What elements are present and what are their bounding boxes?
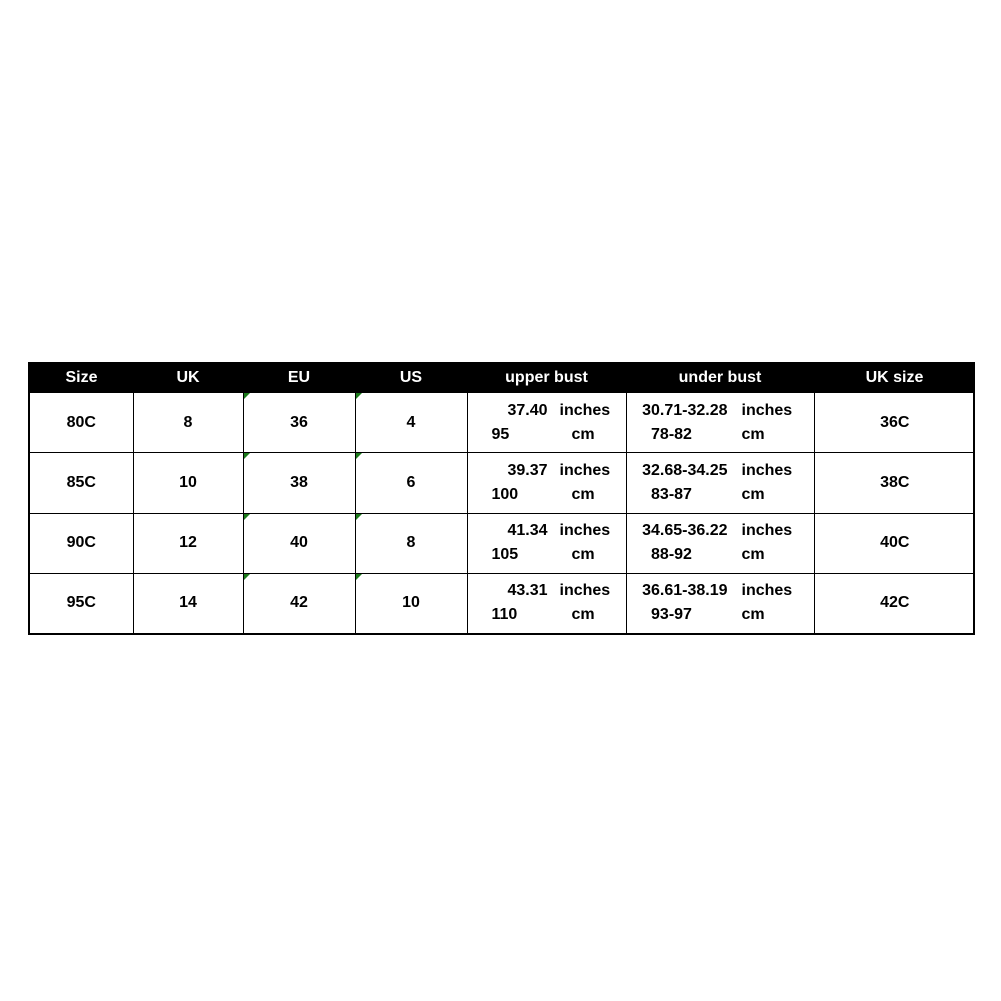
table-row — [30, 393, 975, 453]
under-bust-cm-unit: cm — [741, 425, 765, 443]
under-bust-cm-unit: cm — [741, 546, 765, 564]
header-size: Size — [30, 364, 133, 393]
under-bust-inches: 32.68-34.25 — [642, 461, 728, 479]
upper-bust-inches-unit: inches — [559, 582, 611, 600]
cell-us: 6 — [355, 453, 467, 513]
upper-bust-inches: 39.37 — [507, 461, 548, 479]
table-header-row — [30, 364, 975, 393]
cell-uk: 8 — [133, 393, 243, 453]
upper-bust-inches-unit: inches — [559, 522, 611, 540]
table-row — [30, 573, 975, 633]
header-under-bust: under bust — [626, 364, 814, 393]
cell-eu: 40 — [243, 513, 355, 573]
header-uk-size: UK size — [814, 364, 975, 393]
upper-bust-inches-unit: inches — [559, 401, 611, 419]
header-eu: EU — [243, 364, 355, 393]
table-row — [30, 453, 975, 513]
cell-upper-bust — [467, 453, 626, 513]
cell-under-bust — [626, 393, 814, 453]
under-bust-inches-unit: inches — [741, 461, 793, 479]
upper-bust-inches-unit: inches — [559, 461, 611, 479]
under-bust-cm-unit: cm — [741, 606, 765, 624]
cell-eu: 38 — [243, 453, 355, 513]
cell-uk-size: 38C — [814, 453, 975, 513]
under-bust-inches: 34.65-36.22 — [642, 522, 728, 540]
upper-bust-cm: 105 — [491, 546, 519, 564]
table-row — [30, 513, 975, 573]
cell-us: 10 — [355, 573, 467, 633]
cell-eu: 42 — [243, 573, 355, 633]
cell-upper-bust — [467, 573, 626, 633]
upper-bust-cm-unit: cm — [571, 425, 595, 443]
upper-bust-cm: 95 — [491, 425, 510, 443]
cell-us: 4 — [355, 393, 467, 453]
under-bust-cm: 88-92 — [651, 546, 692, 564]
cell-under-bust — [626, 453, 814, 513]
cell-size: 80C — [30, 393, 133, 453]
under-bust-inches-unit: inches — [741, 522, 793, 540]
under-bust-cm-unit: cm — [741, 485, 765, 503]
upper-bust-cm-unit: cm — [571, 485, 595, 503]
under-bust-inches-unit: inches — [741, 401, 793, 419]
upper-bust-cm: 100 — [491, 485, 519, 503]
header-uk: UK — [133, 364, 243, 393]
under-bust-cm: 78-82 — [651, 425, 692, 443]
cell-uk: 10 — [133, 453, 243, 513]
cell-under-bust — [626, 573, 814, 633]
upper-bust-inches: 41.34 — [507, 522, 548, 540]
header-upper-bust: upper bust — [467, 364, 626, 393]
cell-uk-size: 36C — [814, 393, 975, 453]
header-us: US — [355, 364, 467, 393]
under-bust-inches-unit: inches — [741, 582, 793, 600]
upper-bust-cm-unit: cm — [571, 546, 595, 564]
cell-size: 85C — [30, 453, 133, 513]
cell-size: 90C — [30, 513, 133, 573]
under-bust-inches: 30.71-32.28 — [642, 401, 728, 419]
cell-uk-size: 42C — [814, 573, 975, 633]
size-table — [30, 364, 975, 633]
under-bust-cm: 93-97 — [651, 606, 692, 624]
cell-us: 8 — [355, 513, 467, 573]
cell-size: 95C — [30, 573, 133, 633]
cell-upper-bust — [467, 393, 626, 453]
under-bust-cm: 83-87 — [651, 485, 692, 503]
cell-uk-size: 40C — [814, 513, 975, 573]
cell-under-bust — [626, 513, 814, 573]
cell-uk: 14 — [133, 573, 243, 633]
upper-bust-inches: 37.40 — [507, 401, 548, 419]
upper-bust-inches: 43.31 — [507, 582, 548, 600]
upper-bust-cm-unit: cm — [571, 606, 595, 624]
size-chart — [28, 362, 975, 635]
under-bust-inches: 36.61-38.19 — [642, 582, 728, 600]
cell-uk: 12 — [133, 513, 243, 573]
upper-bust-cm: 110 — [491, 606, 518, 624]
cell-eu: 36 — [243, 393, 355, 453]
cell-upper-bust — [467, 513, 626, 573]
